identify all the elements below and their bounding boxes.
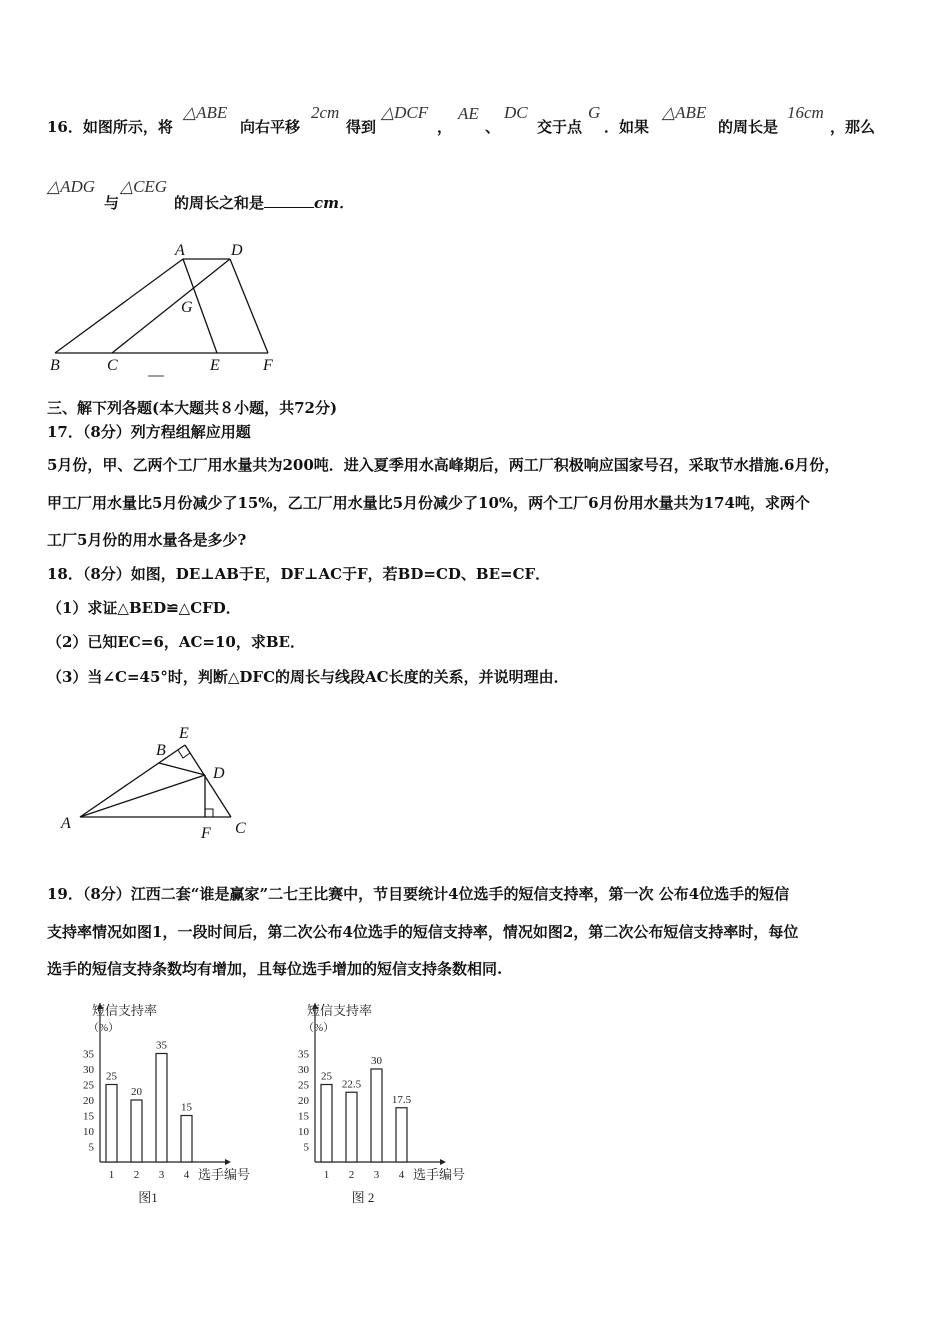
q16-figure <box>40 238 290 383</box>
x-tick-label: 4 <box>183 1169 190 1181</box>
q16-text: 交于点 <box>537 118 583 136</box>
label-a: A <box>61 815 71 832</box>
math-triangle-abe: △ABE <box>183 103 228 122</box>
q17-line-1: 5月份，甲、乙两个工厂用水量共为200吨．进入夏季用水高峰期后，两工厂积极响应国家号召，采取节水措施.6月份， <box>47 456 840 474</box>
math-ae: AE <box>458 104 479 123</box>
data-label: 15 <box>181 1101 192 1114</box>
data-label: 35 <box>156 1039 167 1052</box>
q16-text: ，那么 <box>830 118 876 136</box>
bar <box>131 1100 142 1162</box>
segment-ae <box>80 745 185 817</box>
bar <box>371 1069 382 1162</box>
q16-text: 向右平移 <box>240 118 301 136</box>
bar <box>181 1116 192 1163</box>
label-g: G <box>181 299 193 316</box>
label-c: C <box>235 820 246 837</box>
q16-text: ， <box>437 118 453 136</box>
q16-text: 、 <box>485 118 501 136</box>
q16-text: 得到 <box>346 118 377 136</box>
y-tick-label: 25 <box>298 1079 309 1092</box>
chart-figure-1 <box>60 995 275 1210</box>
section-heading: 三、解下列各题(本大题共８小题，共72分) <box>47 399 338 417</box>
q16-text: 与 <box>104 194 120 212</box>
x-tick-label: 2 <box>133 1169 140 1181</box>
x-axis-label: 选手编号 <box>413 1167 466 1182</box>
bar <box>156 1054 167 1163</box>
q19-line-2: 支持率情况如图1，一段时间后，第二次公布4位选手的短信支持率，情况如图2，第二次公布短信支持率时，每位 <box>47 923 799 941</box>
q16-text: 的周长是 <box>718 118 779 136</box>
x-tick-label: 3 <box>373 1169 380 1181</box>
chart-title: 图1 <box>138 1190 158 1205</box>
label-a: A <box>175 242 185 259</box>
label-d: D <box>231 242 243 259</box>
q19-line-1: 19．（8分）江西二套“谁是赢家”二七王比赛中，节目要统计4位选手的短信支持率，第一次 公布4位选手的短信 <box>47 885 790 903</box>
segment-df <box>230 259 268 353</box>
y-tick-label: 5 <box>88 1141 94 1154</box>
label-e: E <box>179 725 189 742</box>
y-tick-label: 5 <box>303 1141 309 1154</box>
bar <box>346 1092 357 1162</box>
label-e: E <box>210 357 220 374</box>
label-b: B <box>50 357 60 374</box>
y-axis-unit: （%） <box>88 1022 120 1034</box>
y-tick-label: 35 <box>298 1048 309 1061</box>
label-f: F <box>201 825 211 842</box>
q16-text: 的周长之和是 cm． <box>174 194 355 212</box>
y-tick-label: 20 <box>83 1095 94 1107</box>
bar <box>396 1108 407 1162</box>
x-axis-arrow <box>440 1159 446 1165</box>
q18-part-2: （2）已知EC=6，AC=10，求BE． <box>47 633 305 651</box>
math-triangle-adg: △ADG <box>47 177 96 196</box>
q16-text: ．如果 <box>604 118 650 136</box>
x-tick-label: 4 <box>398 1169 405 1181</box>
x-axis-label: 选手编号 <box>198 1167 251 1182</box>
segment-ad <box>80 775 205 817</box>
right-angle-f <box>205 809 213 817</box>
x-tick-label: 3 <box>158 1169 165 1181</box>
chart-title: 图 2 <box>351 1190 375 1205</box>
q18-figure <box>55 720 265 845</box>
label-c: C <box>107 357 118 374</box>
y-tick-label: 30 <box>298 1064 309 1076</box>
bar <box>321 1085 332 1163</box>
y-tick-label: 20 <box>298 1095 309 1107</box>
q16-number: 16．如图所示，将 <box>47 118 173 136</box>
y-tick-label: 35 <box>83 1048 94 1061</box>
segment-ba <box>55 259 183 353</box>
q18-heading: 18．（8分）如图，DE⊥AB于E，DF⊥AC于F，若BD=CD、BE=CF． <box>47 565 551 583</box>
label-b: B <box>156 742 166 759</box>
bar <box>106 1085 117 1163</box>
math-g: G <box>588 103 601 122</box>
math-16cm: 16cm <box>787 103 824 122</box>
math-triangle-ceg: △CEG <box>120 177 168 196</box>
y-tick-label: 15 <box>83 1110 94 1123</box>
x-axis-arrow <box>225 1159 231 1165</box>
q17-line-3: 工厂5月份的用水量各是多少? <box>47 531 247 549</box>
data-label: 22.5 <box>341 1078 362 1091</box>
q17-heading: 17．（8分）列方程组解应用题 <box>47 423 251 441</box>
y-tick-label: 15 <box>298 1110 309 1123</box>
answer-blank <box>264 193 314 208</box>
data-label: 25 <box>321 1070 332 1083</box>
y-tick-label: 30 <box>83 1064 94 1076</box>
q18-part-3: （3）当∠C=45°时，判断△DFC的周长与线段AC长度的关系，并说明理由． <box>47 668 569 686</box>
q17-line-2: 甲工厂用水量比5月份减少了15%，乙工厂用水量比5月份减少了10%，两个工厂6月份用水量共为174吨，求两个 <box>47 494 810 512</box>
math-2cm: 2cm <box>311 103 340 122</box>
label-d: D <box>213 765 225 782</box>
x-tick-label: 1 <box>323 1169 330 1181</box>
y-axis-label: 短信支持率 <box>307 1003 373 1018</box>
y-axis-unit: （%） <box>303 1022 335 1034</box>
y-tick-label: 25 <box>83 1079 94 1092</box>
math-triangle-abe: △ABE <box>662 103 707 122</box>
y-axis-label: 短信支持率 <box>92 1003 158 1018</box>
x-tick-label: 1 <box>108 1169 115 1181</box>
math-triangle-dcf: △DCF <box>381 103 429 122</box>
data-label: 20 <box>131 1086 142 1098</box>
x-tick-label: 2 <box>348 1169 355 1181</box>
q18-part-1: （1）求证△BED≌△CFD． <box>47 599 241 617</box>
data-label: 30 <box>371 1055 382 1067</box>
y-tick-label: 10 <box>83 1126 94 1138</box>
y-tick-label: 10 <box>298 1126 309 1138</box>
label-f: F <box>263 357 273 374</box>
data-label: 25 <box>106 1070 117 1083</box>
math-dc: DC <box>504 103 528 122</box>
chart-figure-2 <box>275 995 490 1210</box>
data-label: 17.5 <box>391 1093 412 1106</box>
q19-line-3: 选手的短信支持条数均有增加，且每位选手增加的短信支持条数相同. <box>47 960 503 978</box>
